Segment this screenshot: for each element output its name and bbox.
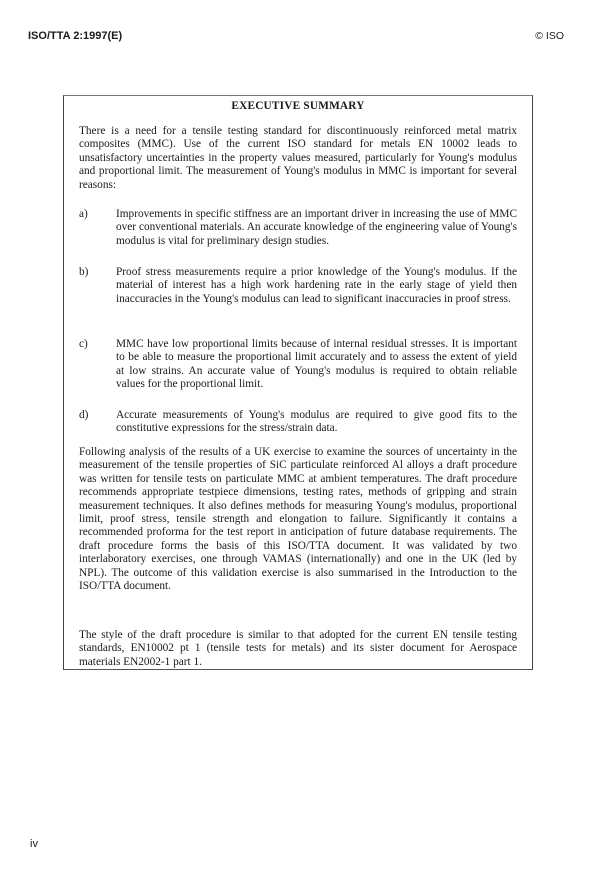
list-item-a xyxy=(79,208,517,248)
list-item-c xyxy=(79,338,517,392)
list-item-text: Accurate measurements of Young's modulus are required to give good fits to the constitutive expressions for the stress/strain data. xyxy=(116,409,517,435)
copyright-notice: © ISO xyxy=(535,30,564,42)
section-title: EXECUTIVE SUMMARY xyxy=(231,100,365,112)
list-item-text: Proof stress measurements require a prior knowledge of the Young's modulus. If the material of interest has a high work hardening rate in the early stage of yield then inaccuracies in the Young's modulus can lead to significant inaccuracies in proof stress. xyxy=(116,266,517,305)
list-item-label: b) xyxy=(79,266,89,278)
list-item-label: a) xyxy=(79,208,88,220)
document-id: ISO/TTA 2:1997(E) xyxy=(28,30,123,42)
list-item-d xyxy=(79,409,517,436)
list-item-label: c) xyxy=(79,338,88,350)
list-item-label: d) xyxy=(79,409,89,421)
body-paragraph-style: The style of the draft procedure is similar to that adopted for the current EN tensile testing standards, EN10002 pt 1 (tensile tests for metals) and its sister document for Aerospace materials EN2002-1 part 1. xyxy=(79,629,517,668)
list-item-b xyxy=(79,266,517,306)
body-paragraph-validation: Following analysis of the results of a UK exercise to examine the sources of uncertainty in the measurement of the tensile properties of SiC particulate reinforced Al alloys a draft procedure was written for tensile tests on particulate MMC at ambient temperatures. The draft procedure recommends appropriate testpiece dimensions, testing rates, methods of gripping and strain measurement techniques. It also defines methods for measuring Young's modulus, proportional limit, proof stress, tensile strength and elongation to failure. Significantly it contains a recommended proforma for the test report in anticipation of future database requirements. The draft procedure forms the basis of this ISO/TTA document. It was validated by two interlaboratory exercises, one through VAMAS (internationally) and one in the UK (led by NPL). The outcome of this validation exercise is also summarised in the Introduction to the ISO/TTA document. xyxy=(79,446,517,593)
list-item-text: Improvements in specific stiffness are an important driver in increasing the use of MMC over conventional materials. An accurate knowledge of the engineering value of Young's modulus is vital for preliminary design studies. xyxy=(116,208,517,247)
intro-paragraph: There is a need for a tensile testing standard for discontinuously reinforced metal matrix composites (MMC). Use of the current ISO standard for metals EN 10002 leads to unsatisfactory uncertainties in the property values measured, particularly for Young's modulus and proportional limit. The measurement of Young's modulus in MMC is important for several reasons: xyxy=(79,125,517,191)
list-item-text: MMC have low proportional limits because of internal residual stresses. It is important to be able to measure the proportional limit accurately and to assess the extent of yield at low strains. An accurate value of Young's modulus is required to obtain reliable values for the proportional limit. xyxy=(116,338,517,391)
executive-summary-box xyxy=(63,95,533,670)
page-number: iv xyxy=(30,838,38,850)
